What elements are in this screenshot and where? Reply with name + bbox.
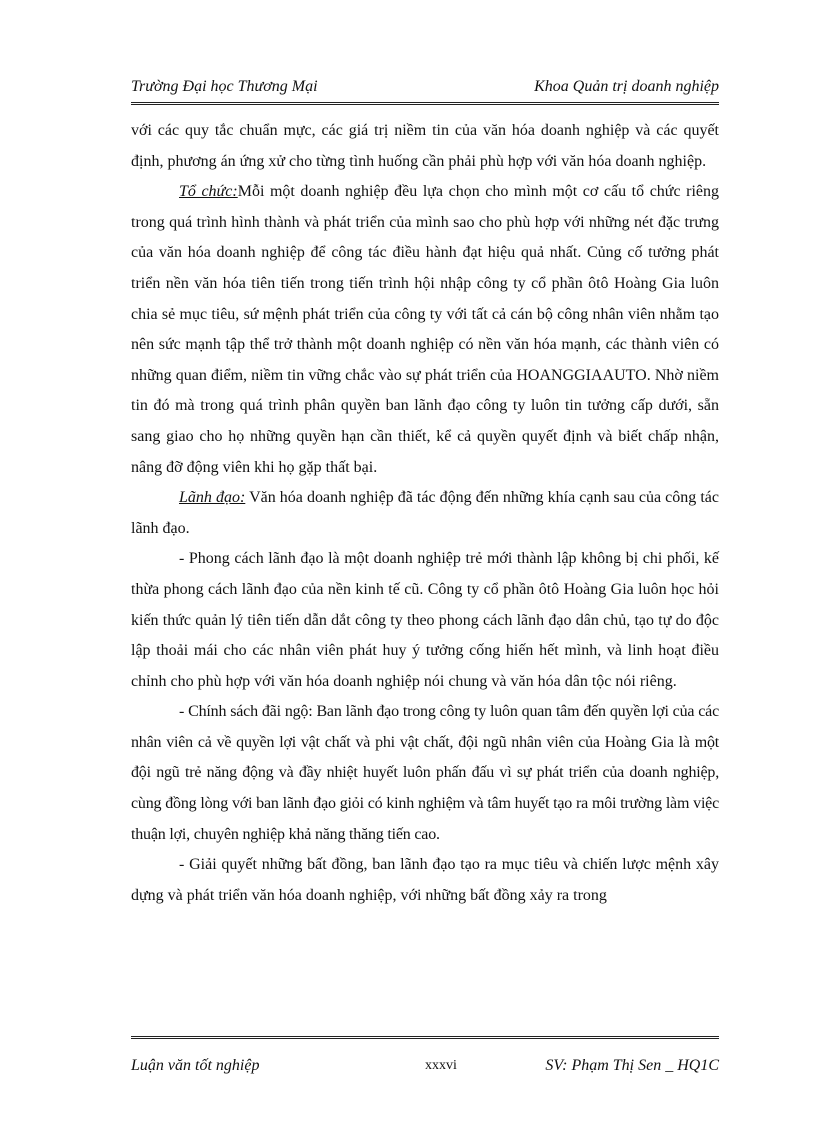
paragraph-conflict: - Giải quyết những bất đồng, ban lãnh đạo tạo ra mục tiêu và chiến lược mệnh xây dựng và phát triển văn hóa doanh nghiệp, với những bất đồng xảy ra trong xyxy=(131,856,719,904)
header-school: Trường Đại học Thương Mại xyxy=(131,78,318,95)
page-footer xyxy=(131,1036,719,1075)
organization-label: Tổ chức: xyxy=(179,183,238,201)
header-faculty: Khoa Quản trị doanh nghiệp xyxy=(534,78,719,95)
leadership-text: Văn hóa doanh nghiệp đã tác động đến những khía cạnh sau của công tác lãnh đạo. xyxy=(131,489,719,537)
paragraph-1: với các quy tắc chuẩn mực, các giá trị niềm tin của văn hóa doanh nghiệp và các quyết định, phương án ứng xử cho từng tình huống cần phải phù hợp với văn hóa doanh nghiệp. xyxy=(131,122,719,170)
footer-student: SV: Phạm Thị Sen _ HQ1C xyxy=(545,1057,719,1074)
paragraph-leadership xyxy=(131,483,719,544)
page-body xyxy=(131,116,719,911)
organization-text: Mỗi một doanh nghiệp đều lựa chọn cho mình một cơ cấu tổ chức riêng trong quá trình hình thành và phát triển của mình sao cho phù hợp với những nét đặc trưng của văn hóa doanh nghiệp để công tác điều hành đạt hiệu quả nhất. Củng cố tưởng phát triển nền văn hóa tiên tiến trong tiến trình hội nhập công ty cổ phần ôtô Hoàng Gia luôn chia sẻ mục tiêu, sứ mệnh phát triển của công ty với tất cả cán bộ công nhân viên nhằm tạo nên sức mạnh tập thể trở thành một doanh nghiệp có nền văn hóa mạnh, các thành viên có những quan điểm, niềm tin vững chắc vào sự phát triển của HOANGGIAAUTO. Nhờ niềm tin đó mà trong quá trình phân quyền ban lãnh đạo công ty luôn tin tưởng cấp dưới, sẵn sang giao cho họ những quyền hạn cần thiết, kể cả quyền quyết định và biết chấp nhận, nâng đỡ động viên khi họ gặp thất bại. xyxy=(131,183,719,476)
leadership-label: Lãnh đạo: xyxy=(179,489,246,507)
paragraph-compensation: - Chính sách đãi ngộ: Ban lãnh đạo trong công ty luôn quan tâm đến quyền lợi của các nhân viên cả về quyền lợi vật chất và phi vật chất, đội ngũ nhân viên của Hoàng Gia là một đội ngũ trẻ năng động và đầy nhiệt huyết luôn phấn đấu vì sự phát triển của doanh nghiệp, cùng đồng lòng với ban lãnh đạo giỏi có kinh nghiệm và tâm huyết tạo ra môi trường làm việc thuận lợi, chuyên nghiệp khả năng thăng tiến cao. xyxy=(131,703,719,843)
paragraph-organization xyxy=(131,177,719,483)
footer-thesis: Luận văn tốt nghiệp xyxy=(131,1057,260,1074)
paragraph-leadership-style: - Phong cách lãnh đạo là một doanh nghiệp trẻ mới thành lập không bị chi phối, kế thừa phong cách lãnh đạo của nền kinh tế cũ. Công ty cổ phần ôtô Hoàng Gia luôn học hỏi kiến thức quản lý tiên tiến dẫn dắt công ty theo phong cách lãnh đạo dân chủ, tạo tự do độc lập thoải mái cho các nhân viên phát huy ý tưởng cống hiến hết mình, và linh hoạt điều chỉnh cho phù hợp với văn hóa doanh nghiệp nói chung và văn hóa dân tộc nói riêng. xyxy=(131,550,719,690)
page-header xyxy=(131,78,719,105)
page-number: xxxvi xyxy=(425,1058,457,1073)
